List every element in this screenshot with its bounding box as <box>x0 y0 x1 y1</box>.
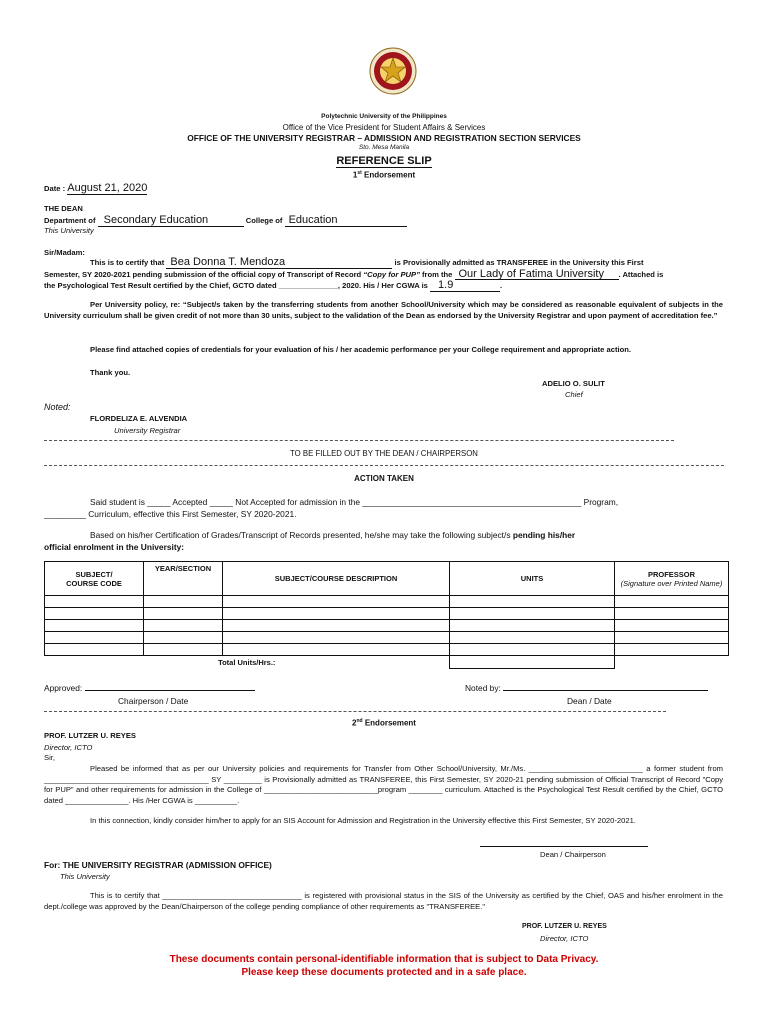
second-salutation: Sir, <box>44 753 55 762</box>
college-value: Education <box>285 214 407 227</box>
total-row <box>45 656 729 669</box>
privacy-notice-2: Please keep these documents protected and in a safe place. <box>241 967 527 978</box>
signer-name: ADELIO O. SULIT <box>542 379 605 388</box>
table-row <box>45 644 729 656</box>
curriculum-line: _________ Curriculum, effective this First Semester, SY 2020-2021. <box>44 509 297 519</box>
second-title: Director, ICTO <box>44 743 93 752</box>
total-units-label: Total Units/Hrs.: <box>45 656 450 669</box>
noted-by-sub: Dean / Date <box>567 696 612 706</box>
col-year-section: YEAR/SECTION <box>144 562 223 596</box>
approved-row: Approved: <box>44 683 255 693</box>
noted-name: FLORDELIZA E. ALVENDIA <box>90 414 188 423</box>
col-professor: PROFESSOR (Signature over Printed Name) <box>615 562 729 596</box>
this-university: This University <box>44 226 94 235</box>
table-row <box>45 608 729 620</box>
col-description: SUBJECT/COURSE DESCRIPTION <box>223 562 450 596</box>
certify-paragraph: This is to certify that Bea Donna T. Mendoza is Provisionally admitted as TRANSFEREE in the University this First Semester, SY 2020-2021 pending submission of the official copy of Transcript of Record “Copy for PUP” from the Our Lady of Fatima University . Attached is the Psychological Test Result certified by the Chief, GCTO dated ______________, 2020. His / Her CGWA is 1.9 . <box>44 256 664 291</box>
noted-by-row: Noted by: <box>465 683 708 693</box>
cgwa-value: 1.9 <box>430 280 500 292</box>
col-units: UNITS <box>450 562 615 596</box>
student-name: Bea Donna T. Mendoza <box>166 257 392 269</box>
salutation: Sir/Madam: <box>44 248 85 257</box>
divider <box>44 440 674 441</box>
dept-value: Secondary Education <box>98 214 244 227</box>
policy-paragraph: Per University policy, re: “Subject/s taken by the transferring students from another School/University which may be considered as reasonable equivalent of subjects in the University curriculum shall be given credit of not more than 30 units, subject to the validation of the Dean as endorsed by the University Registrar and upon payment of accreditation fee.” <box>44 300 723 320</box>
third-signer-name: PROF. LUTZER U. REYES <box>522 923 607 930</box>
divider <box>44 465 724 466</box>
office-registrar: OFFICE OF THE UNIVERSITY REGISTRAR – ADMISSION AND REGISTRATION SECTION SERVICES <box>187 133 581 143</box>
third-signer-title: Director, ICTO <box>540 934 589 943</box>
addressee: THE DEAN <box>44 204 83 213</box>
dean-signature-line <box>480 846 648 847</box>
second-paragraph: Pleased be informed that as per our University policies and requirements for Transfer from Other School/University, Mr./Ms. ___________________________ a former student from _______________________________________ SY _________ is Provisionally admitted as TRANSFEREE, this First Semester, SY 2020-21 pending submission of Official Transcript of Record "Copy for PUP" and other requirements for admission in the College of ___________________________program ________ curriculum. Attached is the Psychological Test Result certified by the Chief, GCTO dated _______________. His /Her CGWA is __________. <box>44 764 723 805</box>
credentials-paragraph: Please find attached copies of credentials for your evaluation of his / her academic performance per your College requirement and appropriate action. <box>90 345 631 354</box>
endorsement-2: 2nd Endorsement <box>352 718 416 728</box>
subjects-line-2: official enrolment in the University: <box>44 542 185 552</box>
table-row <box>45 596 729 608</box>
table-row <box>45 620 729 632</box>
dean-chair-sub: Dean / Chairperson <box>540 850 606 859</box>
third-this-university: This University <box>60 872 110 881</box>
noted-label: Noted: <box>44 402 71 412</box>
signer-title: Chief <box>565 390 583 399</box>
privacy-notice-1: These documents contain personal-identifiable information that is subject to Data Privacy. <box>169 954 599 965</box>
for-registrar: For: THE UNIVERSITY REGISTRAR (ADMISSION OFFICE) <box>44 860 272 870</box>
divider <box>44 711 666 712</box>
second-paragraph-2: In this connection, kindly consider him/her to apply for an SIS Account for Admission and Registration in the University effective this First Semester, SY 2020-2021. <box>90 816 636 825</box>
approved-sub: Chairperson / Date <box>118 696 189 706</box>
subjects-line: Based on his/her Certification of Grades/Transcript of Records presented, he/she may take the following subject/s pending his/her <box>90 530 576 540</box>
table-row <box>45 632 729 644</box>
previous-school: Our Lady of Fatima University <box>455 269 619 281</box>
date-value: August 21, 2020 <box>67 182 148 194</box>
dept-row: Department of Secondary Education College of Education <box>44 214 407 227</box>
thank-you: Thank you. <box>90 368 131 377</box>
location: Sto. Mesa Manila <box>358 144 410 151</box>
office-vp: Office of the Vice President for Student Affairs & Services <box>282 123 486 132</box>
subjects-table <box>44 561 729 669</box>
university-seal <box>369 47 417 95</box>
third-paragraph: This is to certify that _________________________________ is registered with provisional status in the SIS of the University as certified by the Chief, OAS and his/her enrolment in the dept./college was approved by the Dean/Chairperson of the college pending compliance of other requirements as "TRANSFEREE." <box>44 891 723 911</box>
action-taken: ACTION TAKEN <box>354 474 414 483</box>
endorsement-1: 1st Endorsement <box>352 170 416 180</box>
dean-heading: TO BE FILLED OUT BY THE DEAN / CHAIRPERSON <box>290 449 478 458</box>
date-row: Date : August 21, 2020 <box>44 182 148 194</box>
second-name: PROF. LUTZER U. REYES <box>44 731 136 740</box>
noted-title: University Registrar <box>114 426 181 435</box>
admission-line: Said student is _____ Accepted _____ Not Accepted for admission in the _______________________________________________ Program, <box>90 497 619 507</box>
col-course-code: SUBJECT/ COURSE CODE <box>45 562 144 596</box>
page-title: REFERENCE SLIP <box>336 155 432 167</box>
university-name: Polytechnic University of the Philippines <box>321 113 447 120</box>
